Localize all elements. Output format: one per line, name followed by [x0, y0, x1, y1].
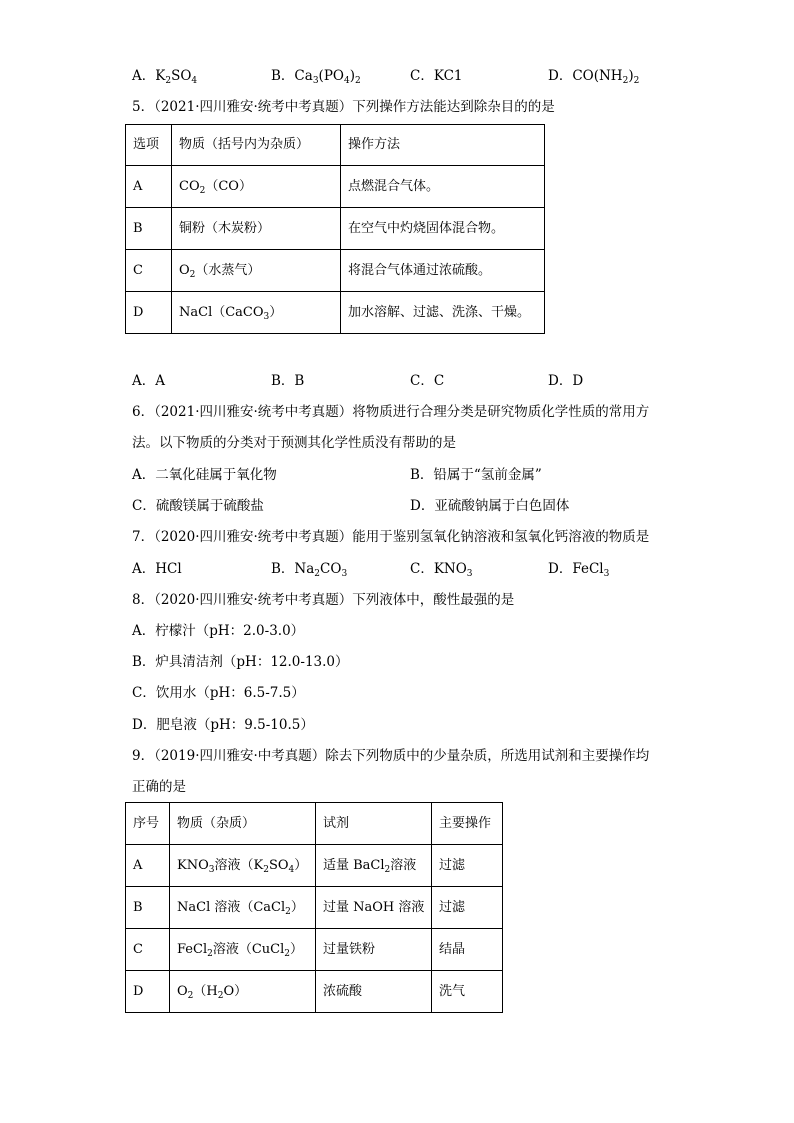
- q4-option-a: A．$K_2SO_4$: [132, 68, 198, 86]
- q9-header-operation: 主要操作: [432, 803, 503, 845]
- q5-row-b: [126, 208, 545, 250]
- q9-row-d: [126, 971, 503, 1013]
- q9-stem-line2: 正确的是: [132, 779, 186, 795]
- q5-row-substance: 铜粉（木炭粉）: [172, 208, 341, 250]
- q9-row-opt: D: [126, 971, 170, 1013]
- q9-table: [125, 802, 503, 1013]
- q5-row-opt: D: [126, 292, 172, 334]
- q7-option-a: A．HCl: [132, 561, 182, 577]
- q8-option-c: C．饮用水（pH：6.5-7.5）: [132, 685, 305, 701]
- q9-row-operation: 洗气: [432, 971, 503, 1013]
- q5-row-a: [126, 166, 545, 208]
- q9-row-substance: FeCl$_2$溶液（CuCl$_2$）: [170, 929, 316, 971]
- q5-row-c: [126, 250, 545, 292]
- q9-row-reagent: 过量 NaOH 溶液: [316, 887, 432, 929]
- q4-option-c: C．KC1: [410, 68, 463, 84]
- q6-option-a: A．二氧化硅属于氧化物: [132, 467, 277, 483]
- q9-row-a: [126, 845, 503, 887]
- q5-row-opt: A: [126, 166, 172, 208]
- q9-row-reagent: 浓硫酸: [316, 971, 432, 1013]
- q8-option-b: B．炉具清洁剂（pH：12.0-13.0）: [132, 654, 349, 670]
- q5-row-substance: NaCl（CaCO$_3$）: [172, 292, 341, 334]
- q6-stem-line1: 6．（2021·四川雅安·统考中考真题）将物质进行合理分类是研究物质化学性质的常用方: [132, 404, 650, 420]
- q8-stem: 8．（2020·四川雅安·统考中考真题）下列液体中，酸性最强的是: [132, 592, 515, 608]
- q7-option-d: D．FeCl$_3$: [548, 561, 610, 579]
- q9-header-substance: 物质（杂质）: [170, 803, 316, 845]
- q9-row-opt: B: [126, 887, 170, 929]
- q7-stem: 7．（2020·四川雅安·统考中考真题）能用于鉴别氢氧化钠溶液和氢氧化钙溶液的物质是: [132, 529, 650, 545]
- q9-row-opt: A: [126, 845, 170, 887]
- q5-header-substance: 物质（括号内为杂质）: [172, 125, 341, 166]
- q9-header-reagent: 试剂: [316, 803, 432, 845]
- q9-row-operation: 结晶: [432, 929, 503, 971]
- q9-row-reagent: 过量铁粉: [316, 929, 432, 971]
- q6-option-b: B．铅属于“氢前金属”: [410, 467, 542, 483]
- q9-row-substance: NaCl 溶液（CaCl$_2$）: [170, 887, 316, 929]
- q9-row-operation: 过滤: [432, 845, 503, 887]
- q5-table: [125, 124, 545, 334]
- q7-option-c: C．$KNO_3$: [410, 561, 473, 579]
- q5-row-method: 加水溶解、过滤、洗涤、干燥。: [341, 292, 545, 334]
- q5-option-c: C．C: [410, 373, 445, 389]
- q5-row-method: 将混合气体通过浓硫酸。: [341, 250, 545, 292]
- q5-row-substance: $O_2$（水蒸气）: [172, 250, 341, 292]
- q9-header-number: 序号: [126, 803, 170, 845]
- q5-header-method: 操作方法: [341, 125, 545, 166]
- q5-stem: 5．（2021·四川雅安·统考中考真题）下列操作方法能达到除杂目的的是: [132, 99, 555, 115]
- q6-stem-line2: 法。以下物质的分类对于预测其化学性质没有帮助的是: [132, 435, 456, 451]
- q6-option-c: C．硫酸镁属于硫酸盐: [132, 498, 264, 514]
- q5-row-substance: $CO_2(CO)$: [172, 166, 341, 208]
- q8-option-a: A．柠檬汁（pH：2.0-3.0）: [132, 623, 305, 639]
- q9-stem-line1: 9．（2019·四川雅安·中考真题）除去下列物质中的少量杂质，所选用试剂和主要操作均: [132, 748, 650, 764]
- q5-row-opt: C: [126, 250, 172, 292]
- q8-option-d: D．肥皂液（pH：9.5-10.5）: [132, 717, 314, 733]
- q9-header-row: [126, 803, 503, 845]
- q9-row-operation: 过滤: [432, 887, 503, 929]
- q5-option-a: A．A: [132, 373, 165, 389]
- q5-row-method: 在空气中灼烧固体混合物。: [341, 208, 545, 250]
- q9-row-reagent: 适量 BaCl$_2$溶液: [316, 845, 432, 887]
- q9-row-substance: $O_2(H_2O)$: [170, 971, 316, 1013]
- q5-header-row: [126, 125, 545, 166]
- q5-row-method: 点燃混合气体。: [341, 166, 545, 208]
- q4-option-d: D．$CO(NH_2)_2$: [548, 68, 640, 86]
- q7-option-b: B．$Na_2CO_3$: [271, 561, 348, 579]
- q5-row-opt: B: [126, 208, 172, 250]
- q5-header-option: 选项: [126, 125, 172, 166]
- q9-row-opt: C: [126, 929, 170, 971]
- q4-option-b: B．$Ca_3(PO_4)_2$: [271, 68, 361, 86]
- q9-row-substance: $KNO_3$溶液$(K_2SO_4)$: [170, 845, 316, 887]
- q5-option-b: B．B: [271, 373, 305, 389]
- q9-row-c: [126, 929, 503, 971]
- q5-option-d: D．D: [548, 373, 584, 389]
- q6-option-d: D．亚硫酸钠属于白色固体: [410, 498, 570, 514]
- q9-row-b: [126, 887, 503, 929]
- q5-row-d: [126, 292, 545, 334]
